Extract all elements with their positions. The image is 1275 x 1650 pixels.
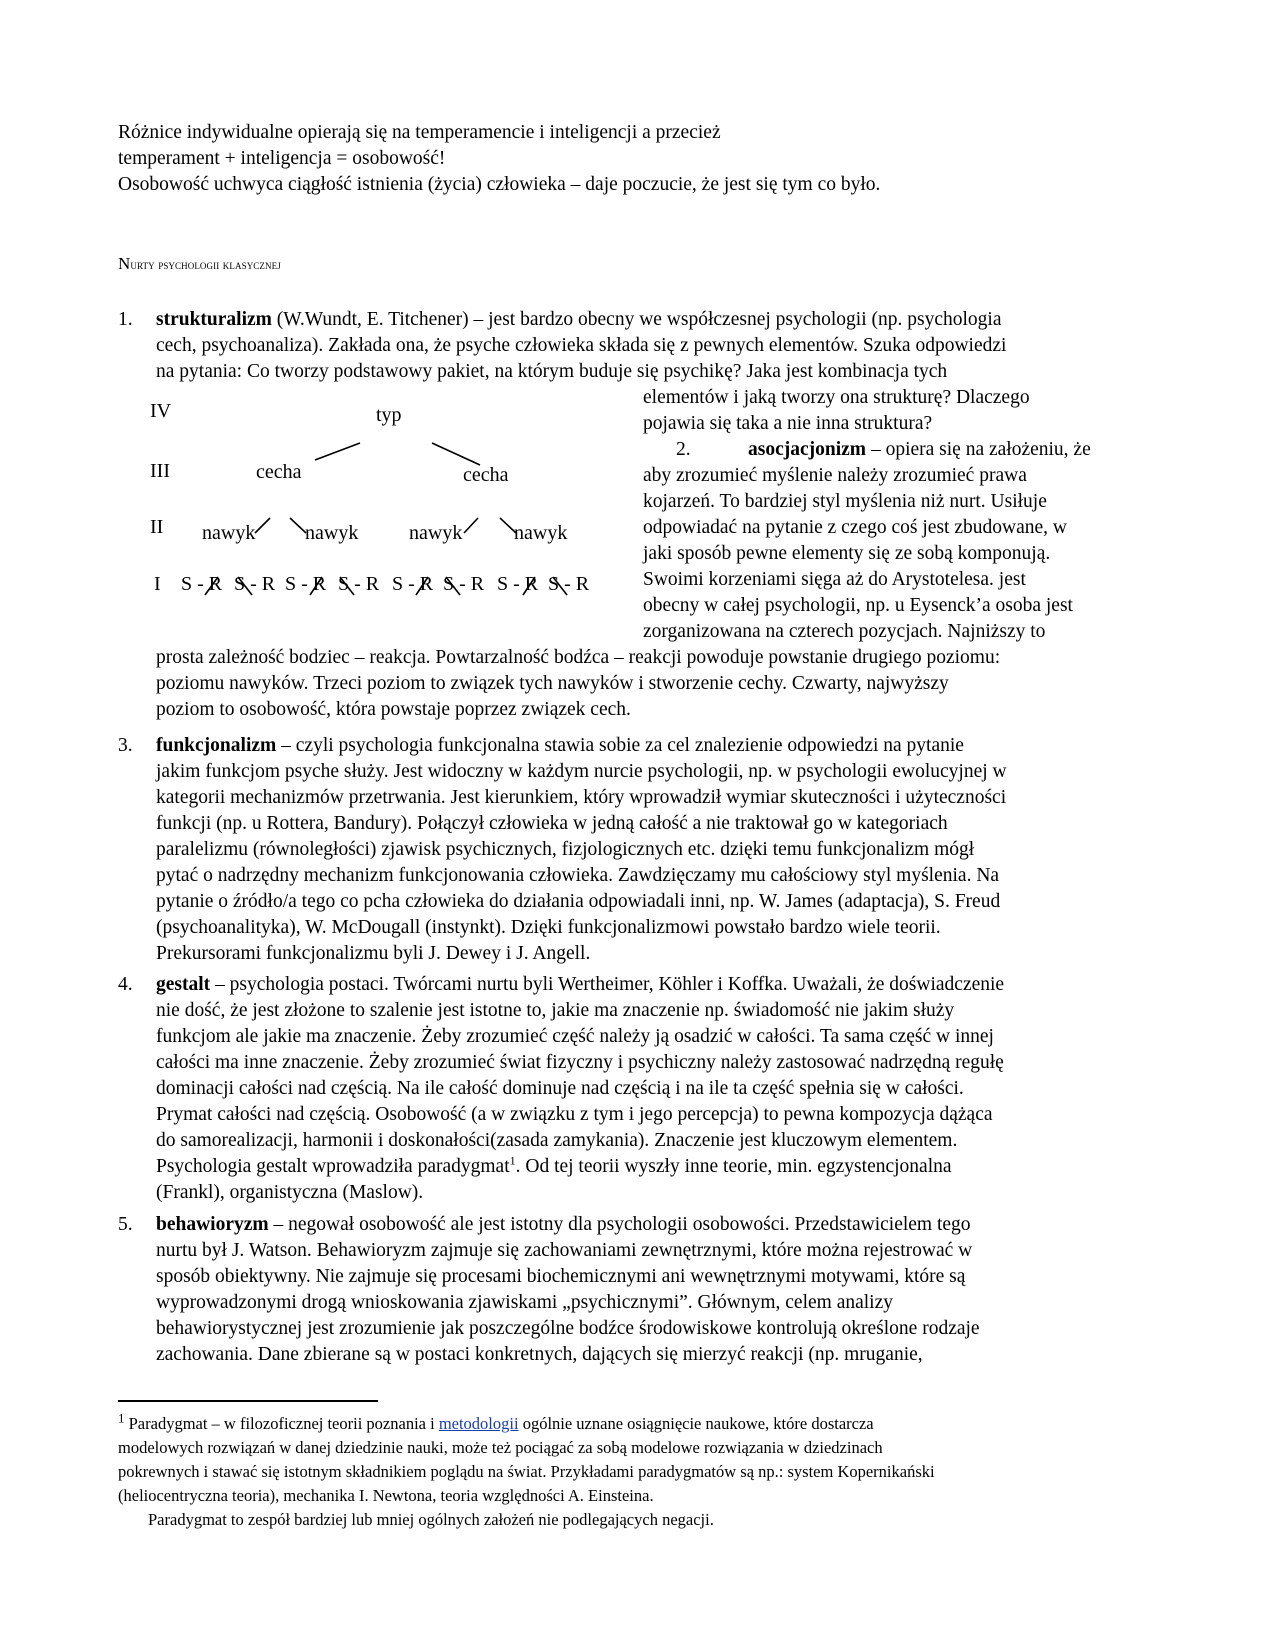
item-5-number: 5. [118, 1214, 133, 1235]
item-3-line-6: pytać o nadrzędny mechanizm funkcjonowania człowieka. Zawdzięczamy mu całościowy styl myślenia. Na [156, 865, 1000, 886]
footnote-reference[interactable]: 1 [509, 1153, 516, 1168]
intro-line-2: temperament + inteligencja = osobowość! [118, 148, 446, 169]
node-sr-8: S - R [548, 573, 590, 595]
item-5-line-5: behawiorystycznej jest zrozumienie jak poszczególne bodźce środowiskowe kontrolują określone rodzaje [156, 1318, 980, 1339]
item-1-term: strukturalizm [156, 309, 272, 330]
item-1-line-3: na pytania: Co tworzy podstawowy pakiet, na którym buduje się psychikę? Jaka jest kombinacja tych [156, 361, 948, 382]
level-label-1: I [154, 573, 161, 595]
item-4-line-4: całości ma inne znaczenie. Żeby zrozumieć świat fizyczny i psychiczny należy zastosować nadrzędną regułę [156, 1052, 1004, 1073]
item-2-line-2: aby zrozumieć myślenie należy zrozumieć prawa [643, 465, 1027, 486]
item-1-line-2: cech, psychoanaliza). Zakłada ona, że psyche człowieka składa się z pewnych elementów. Szuka odpowiedzi [156, 335, 1007, 356]
item-3-line-5: paralelizmu (równoległości) zjawisk psychicznych, fizjologicznych etc. dzięki temu funkcjonalizm mógł [156, 839, 975, 860]
node-habit-4: nawyk [514, 522, 568, 544]
item-2-term: asocjacjonizm [748, 439, 867, 460]
item-2-line-3: kojarzeń. To bardziej styl myślenia niż nurt. Usiłuje [643, 491, 1047, 512]
node-sr-7: S - R [497, 573, 539, 595]
item-4-term: gestalt [156, 974, 211, 995]
node-sr-2: S - R [234, 573, 276, 595]
footnote-line-1: $^1$ Paradygmat – w filozoficznej teorii poznania i metodologii ogólnie uznane osiągnięcie naukowe, które dostarcza [118, 1410, 874, 1433]
item-4-line-3: funkcjom ale jakie ma znaczenie. Żeby zrozumieć część należy ją osadzić w całości. Ta sama część w innej [156, 1026, 994, 1047]
node-sr-6: S - R [443, 573, 485, 595]
item-1-number: 1. [118, 309, 133, 330]
item-2-number: 2. [676, 439, 691, 460]
node-trait-1: cecha [256, 461, 302, 483]
connector-trait1-left [255, 518, 270, 533]
item-2-line-10: poziomu nawyków. Trzeci poziom to związek tych nawyków i stworzenie cechy. Czwarty, najwyższy [156, 673, 949, 694]
level-label-3: III [150, 460, 170, 482]
item-2-line-7: obecny w całej psychologii, np. u Eysenck’a osoba jest [643, 595, 1073, 616]
footnote-line-3: pokrewnych i stawać się istotnym składnikiem poglądu na świat. Przykładami paradygmatów są np.: system Kopernikański [118, 1462, 935, 1481]
intro-line-1: Różnice indywidualne opierają się na temperamencie i inteligencji a przecież [118, 122, 721, 143]
item-2-line-5: jaki sposób pewne elementy się ze sobą komponują. [643, 543, 1051, 564]
section-heading: Nurty psychologii klasycznej [118, 254, 281, 273]
personality-structure-diagram [150, 400, 640, 635]
item-2-line-9: prosta zależność bodziec – reakcja. Powtarzalność bodźca – reakcji powoduje powstanie drugiego poziomu: [156, 647, 1001, 668]
node-habit-3: nawyk [409, 522, 463, 544]
item-3-line-1: funkcjonalizm – czyli psychologia funkcjonalna stawia sobie za cel znalezienie odpowiedzi na pytanie [156, 735, 964, 756]
footnote-line-5: Paradygmat to zespół bardziej lub mniej ogólnych założeń nie podlegających negacji. [148, 1510, 714, 1529]
node-sr-3: S - R [285, 573, 327, 595]
item-3-line-8: (psychoanalityka), W. McDougall (instynkt). Dzięki funkcjonalizmowi powstało bardzo wiele teorii. [156, 917, 941, 938]
item-4-line-1: gestalt – psychologia postaci. Twórcami nurtu byli Wertheimer, Köhler i Koffka. Uważali, że doświadczenie [156, 974, 1005, 995]
item-3-line-4: funkcji (np. u Rottera, Bandury). Połączył człowieka w jedną całość a nie traktował go w kategoriach [156, 813, 948, 834]
item-4-line-7: do samorealizacji, harmonii i doskonałości(zasada zamykania). Znaczenie jest kluczowym elementem. [156, 1130, 958, 1151]
metodologii-link[interactable]: metodologii [438, 1414, 519, 1433]
item-2-line-4: odpowiadać na pytanie z czego coś jest zbudowane, w [643, 517, 1067, 538]
item-3-line-9: Prekursorami funkcjonalizmu byli J. Dewey i J. Angell. [156, 943, 591, 964]
diagram-connector-lines [150, 405, 640, 635]
item-4-number: 4. [118, 974, 133, 995]
connector-trait2-left [464, 518, 478, 533]
footnote-line-2: modelowych rozwiązań w danej dziedzinie nauki, może też pociągać za sobą modelowe rozwiązania w dziedzinach [118, 1438, 883, 1457]
item-3-number: 3. [118, 735, 133, 756]
node-habit-1: nawyk [202, 522, 256, 544]
item-1-line-5: pojawia się taka a nie inna struktura? [643, 413, 933, 434]
item-2-line-8: zorganizowana na czterech pozycjach. Najniższy to [643, 621, 1046, 642]
item-2-line-1: asocjacjonizm – opiera się na założeniu, że [748, 439, 1091, 460]
node-sr-5: S - R [392, 573, 434, 595]
footnote-mark: 1 [118, 1410, 125, 1426]
node-typ: typ [376, 404, 402, 426]
item-2-line-11: poziom to osobowość, która powstaje poprzez związek cech. [156, 699, 631, 720]
item-3-line-3: kategorii mechanizmów przetrwania. Jest kierunkiem, który wprowadził wymiar skuteczności i użyteczności [156, 787, 1007, 808]
item-4-line-8: Psychologia gestalt wprowadziła paradygmat$^1$. Od tej teorii wyszły inne teorie, min. egzystencjonalna [156, 1153, 952, 1177]
item-5-line-2: nurtu był J. Watson. Behawioryzm zajmuje się zachowaniami zewnętrznymi, które można rejestrować w [156, 1240, 973, 1261]
item-5-line-3: sposób obiektywny. Nie zajmuje się procesami biochemicznymi ani wewnętrznymi motywami, które są [156, 1266, 966, 1287]
node-sr-1: S - R [181, 573, 223, 595]
item-4-line-9: (Frankl), organistyczna (Maslow). [156, 1182, 424, 1203]
item-3-line-2: jakim funkcjom psyche służy. Jest widoczny w każdym nurcie psychologii, np. w psychologii ewolucyjnej w [156, 761, 1007, 782]
item-4-line-5: dominacji całości nad częścią. Na ile całość dominuje nad częścią i na ile ta część spełnia się w całości. [156, 1078, 964, 1099]
level-label-2: II [150, 516, 164, 538]
connector-typ-left [315, 443, 360, 460]
item-5-line-6: zachowania. Dane zbierane są w postaci konkretnych, dających się mierzyć reakcji (np. mruganie, [156, 1344, 923, 1365]
item-5-line-1: behawioryzm – negował osobowość ale jest istotny dla psychologii osobowości. Przedstawicielem tego [156, 1214, 971, 1235]
connector-trait1-right [290, 518, 306, 533]
item-5-line-4: wyprowadzonymi drogą wnioskowania zjawiskami „psychicznymi”. Głównym, celem analizy [156, 1292, 894, 1313]
node-habit-2: nawyk [305, 522, 359, 544]
node-sr-4: S - R [338, 573, 380, 595]
item-5-term: behawioryzm [156, 1214, 269, 1235]
node-trait-2: cecha [463, 464, 509, 486]
footnote-line-4: (heliocentryczna teoria), mechanika I. Newtona, teoria względności A. Einsteina. [118, 1486, 654, 1505]
item-3-term: funkcjonalizm [156, 735, 277, 756]
item-1-line-4: elementów i jaką tworzy ona strukturę? Dlaczego [643, 387, 1030, 408]
item-4-line-6: Prymat całości nad częścią. Osobowość (a w związku z tym i jego percepcja) to pewna kompozycja dążąca [156, 1104, 993, 1125]
connector-typ-right [432, 443, 480, 465]
intro-line-3: Osobowość uchwyca ciągłość istnienia (życia) człowieka – daje poczucie, że jest się tym co było. [118, 174, 881, 195]
item-4-line-2: nie dość, że jest złożone to szalenie jest istotne to, jakie ma znaczenie np. świadomość nie jakim służy [156, 1000, 955, 1021]
item-1-line-1: strukturalizm (W.Wundt, E. Titchener) – jest bardzo obecny we współczesnej psychologii (np. psychologia [156, 309, 1002, 330]
footnote-separator [118, 1400, 378, 1402]
item-2-line-6: Swoimi korzeniami sięga aż do Arystotelesa. jest [643, 569, 1026, 590]
item-3-line-7: pytanie o źródło/a tego co pcha człowieka do działania odpowiadali inni, np. W. James (adaptacja), S. Freud [156, 891, 1001, 912]
level-label-4: IV [150, 400, 172, 422]
